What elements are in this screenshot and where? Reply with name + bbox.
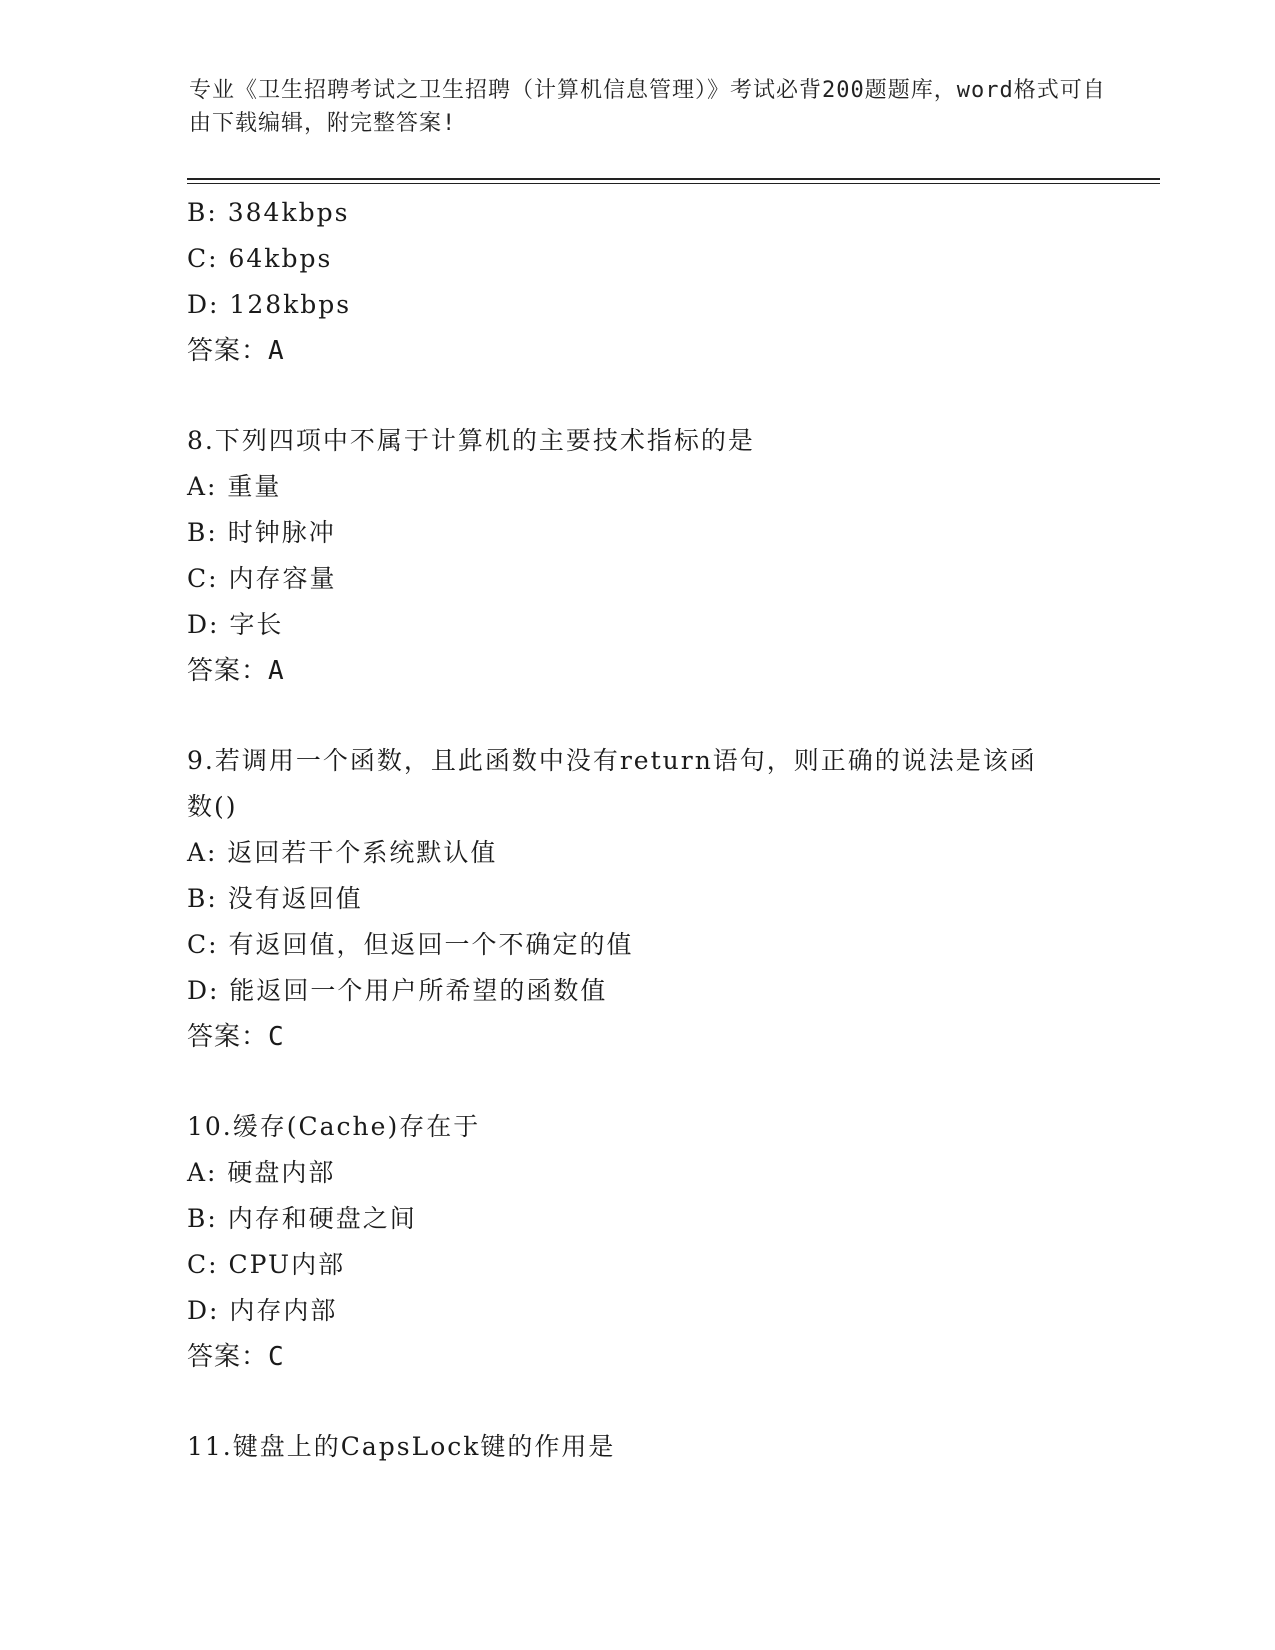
option-a: A: 硬盘内部 xyxy=(187,1158,336,1187)
answer-label: 答案： xyxy=(187,1022,269,1052)
question-stem: 8.下列四项中不属于计算机的主要技术指标的是 xyxy=(187,426,755,455)
document-header: 专业《卫生招聘考试之卫生招聘（计算机信息管理）》考试必背200题题库，word格式可自由下载编辑，附完整答案! xyxy=(189,78,1106,136)
answer-line xyxy=(187,648,1087,694)
answer-value: C xyxy=(268,1342,285,1372)
question-block-11 xyxy=(187,1424,1087,1470)
answer-line xyxy=(187,328,1087,374)
question-block-10 xyxy=(187,1104,1087,1380)
option-b: B: 时钟脉冲 xyxy=(187,518,336,547)
option-d: D: 能返回一个用户所希望的函数值 xyxy=(187,976,608,1005)
answer-label: 答案： xyxy=(187,656,269,686)
answer-label: 答案： xyxy=(187,1342,269,1372)
answer-value: A xyxy=(268,336,285,366)
question-block-partial xyxy=(187,190,1087,374)
option-a: A: 返回若干个系统默认值 xyxy=(187,838,498,867)
question-block-8 xyxy=(187,418,1087,694)
answer-line xyxy=(187,1014,1087,1060)
answer-label: 答案： xyxy=(187,336,269,366)
answer-value: C xyxy=(268,1022,285,1052)
question-stem: 10.缓存(Cache)存在于 xyxy=(187,1112,481,1141)
option-d: D: 128kbps xyxy=(187,290,352,319)
option-b: B: 没有返回值 xyxy=(187,884,363,913)
option-b: B: 384kbps xyxy=(187,198,350,227)
question-list xyxy=(187,190,1087,1470)
question-stem: 9.若调用一个函数，且此函数中没有return语句，则正确的说法是该函数() xyxy=(187,746,1037,821)
option-d: D: 内存内部 xyxy=(187,1296,338,1325)
option-b: B: 内存和硬盘之间 xyxy=(187,1204,417,1233)
option-c: C: 64kbps xyxy=(187,244,333,273)
header-divider-thick xyxy=(187,178,1160,180)
option-a: A: 重量 xyxy=(187,472,282,501)
header-divider-thin xyxy=(187,183,1160,184)
question-block-9 xyxy=(187,738,1087,1060)
option-c: C: 有返回值，但返回一个不确定的值 xyxy=(187,930,634,959)
option-c: C: 内存容量 xyxy=(187,564,337,593)
answer-value: A xyxy=(268,656,285,686)
question-stem: 11.键盘上的CapsLock键的作用是 xyxy=(187,1432,616,1461)
answer-line xyxy=(187,1334,1087,1380)
option-c: C: CPU内部 xyxy=(187,1250,346,1279)
option-d: D: 字长 xyxy=(187,610,284,639)
